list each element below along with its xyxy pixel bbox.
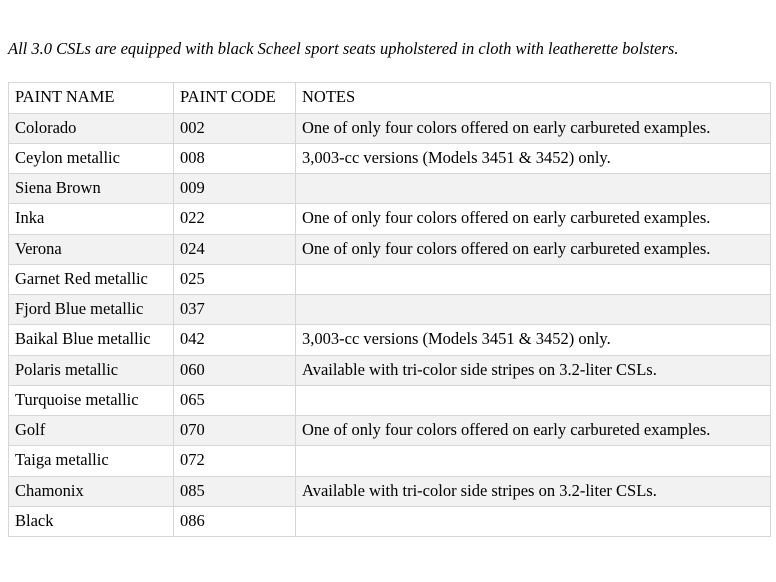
- intro-paragraph: All 3.0 CSLs are equipped with black Scheel sport seats upholstered in cloth with leatherette bolsters.: [8, 39, 679, 58]
- cell-paint-code: 025: [174, 264, 296, 294]
- cell-paint-code: 024: [174, 234, 296, 264]
- table-row: [9, 476, 771, 506]
- cell-notes: [296, 506, 771, 536]
- cell-paint-code: 042: [174, 325, 296, 355]
- column-header-paint-name: PAINT NAME: [9, 83, 174, 113]
- cell-notes: One of only four colors offered on early carbureted examples.: [296, 234, 771, 264]
- table-row: [9, 506, 771, 536]
- table-row: [9, 355, 771, 385]
- table-header: [9, 83, 771, 113]
- table-row: [9, 113, 771, 143]
- cell-paint-code: 022: [174, 204, 296, 234]
- table-row: [9, 174, 771, 204]
- table-row: [9, 416, 771, 446]
- cell-paint-name: Ceylon metallic: [9, 143, 174, 173]
- table-row: [9, 385, 771, 415]
- column-header-paint-code: PAINT CODE: [174, 83, 296, 113]
- cell-notes: 3,003-cc versions (Models 3451 & 3452) only.: [296, 325, 771, 355]
- table-row: [9, 204, 771, 234]
- cell-paint-code: 086: [174, 506, 296, 536]
- table-row: [9, 446, 771, 476]
- cell-notes: [296, 264, 771, 294]
- cell-paint-name: Fjord Blue metallic: [9, 295, 174, 325]
- cell-notes: Available with tri-color side stripes on 3.2-liter CSLs.: [296, 355, 771, 385]
- cell-paint-code: 008: [174, 143, 296, 173]
- cell-paint-code: 070: [174, 416, 296, 446]
- cell-notes: [296, 385, 771, 415]
- cell-paint-name: Verona: [9, 234, 174, 264]
- cell-paint-code: 065: [174, 385, 296, 415]
- table-row: [9, 325, 771, 355]
- cell-paint-name: Polaris metallic: [9, 355, 174, 385]
- cell-notes: [296, 174, 771, 204]
- cell-paint-code: 002: [174, 113, 296, 143]
- paint-table-container: [0, 82, 776, 537]
- table-row: [9, 295, 771, 325]
- column-header-notes: NOTES: [296, 83, 771, 113]
- cell-paint-code: 072: [174, 446, 296, 476]
- cell-notes: One of only four colors offered on early carbureted examples.: [296, 416, 771, 446]
- cell-paint-code: 009: [174, 174, 296, 204]
- paint-colors-table: [8, 82, 771, 537]
- cell-notes: [296, 446, 771, 476]
- cell-paint-name: Golf: [9, 416, 174, 446]
- cell-paint-name: Siena Brown: [9, 174, 174, 204]
- table-row: [9, 264, 771, 294]
- cell-paint-name: Black: [9, 506, 174, 536]
- cell-notes: 3,003-cc versions (Models 3451 & 3452) only.: [296, 143, 771, 173]
- cell-notes: Available with tri-color side stripes on 3.2-liter CSLs.: [296, 476, 771, 506]
- table-body: [9, 113, 771, 537]
- cell-notes: One of only four colors offered on early carbureted examples.: [296, 204, 771, 234]
- cell-paint-name: Garnet Red metallic: [9, 264, 174, 294]
- cell-paint-name: Baikal Blue metallic: [9, 325, 174, 355]
- cell-paint-code: 060: [174, 355, 296, 385]
- cell-paint-code: 085: [174, 476, 296, 506]
- cell-paint-name: Taiga metallic: [9, 446, 174, 476]
- cell-paint-code: 037: [174, 295, 296, 325]
- table-row: [9, 234, 771, 264]
- cell-notes: One of only four colors offered on early carbureted examples.: [296, 113, 771, 143]
- cell-paint-name: Chamonix: [9, 476, 174, 506]
- cell-paint-name: Inka: [9, 204, 174, 234]
- table-header-row: [9, 83, 771, 113]
- table-row: [9, 143, 771, 173]
- cell-paint-name: Colorado: [9, 113, 174, 143]
- cell-paint-name: Turquoise metallic: [9, 385, 174, 415]
- cell-notes: [296, 295, 771, 325]
